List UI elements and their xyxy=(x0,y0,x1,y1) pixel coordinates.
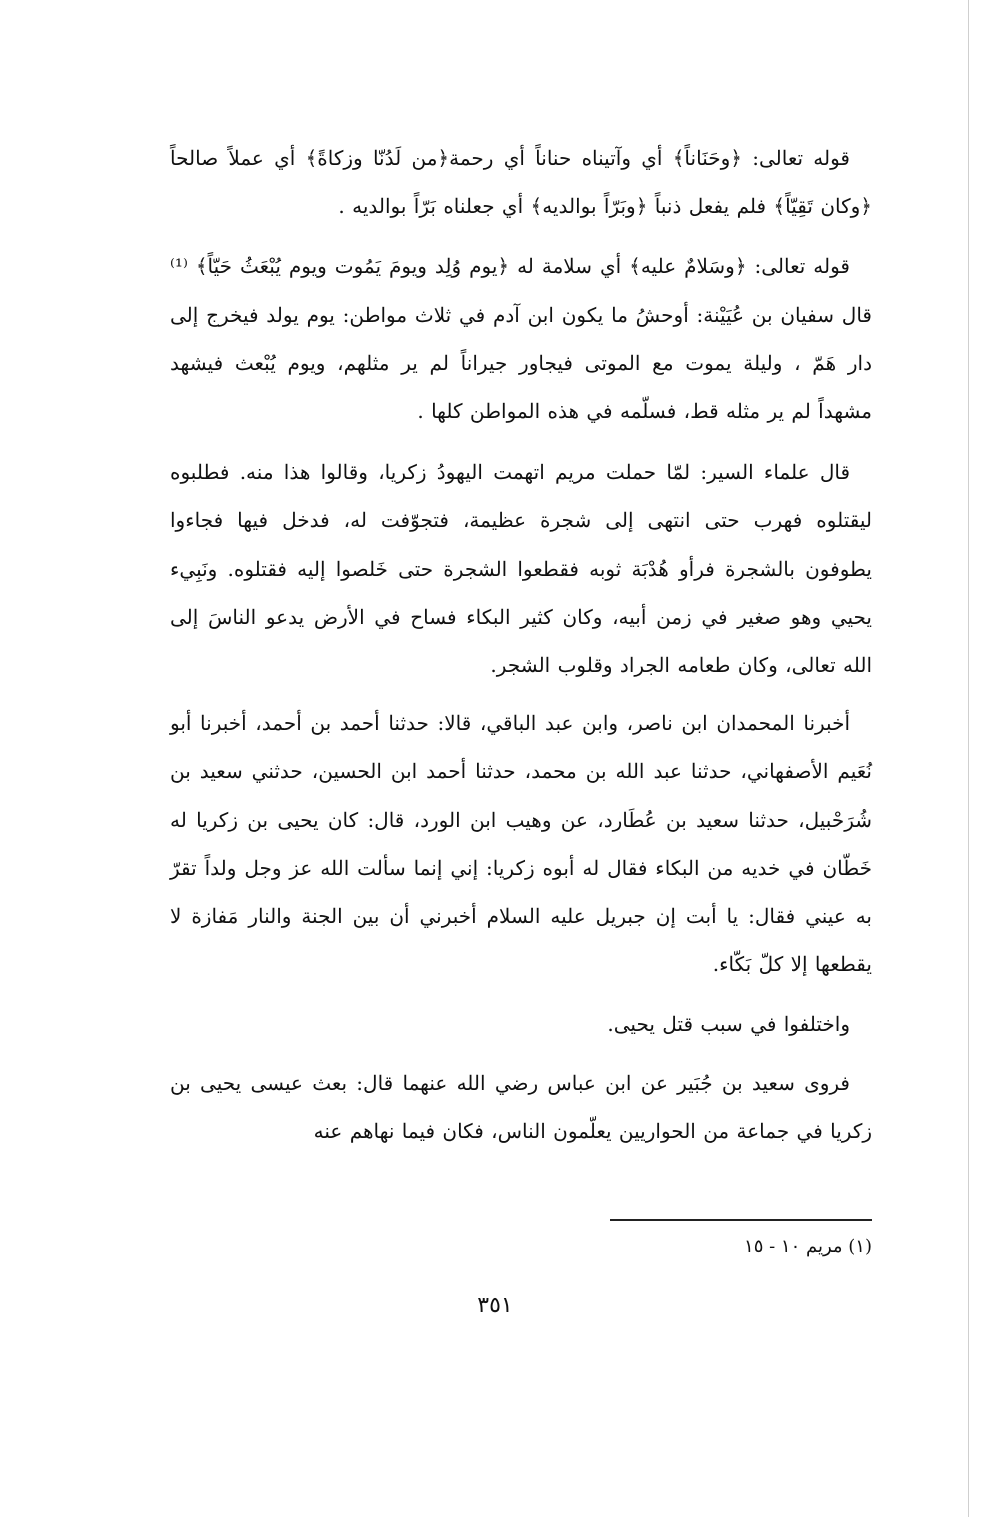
page-number: ٣٥١ xyxy=(477,1293,513,1318)
main-text xyxy=(170,134,872,1155)
paragraph-3: قال علماء السير: لمّا حملت مريم اتهمت اليهودُ زكريا، وقالوا هذا منه. فطلبوه ليقتلوه فهرب حتى انتهى إلى شجرة عظيمة، فتجوّفت له، فدخل فيها فجاءوا يطوفون بالشجرة فرأو هُدْبَة ثوبه فقطعوا الشجرة حتى خَلصوا إليه فقتلوه. ونَبِيء يحيي وهو صغير في زمن أبيه، وكان كثير البكاء فساح في الأرض يدعو الناسَ إلى الله تعالى، وكان طعامه الجراد وقلوب الشجر. xyxy=(170,460,872,678)
footnote-divider xyxy=(610,1219,872,1221)
paragraph-5: واختلفوا في سبب قتل يحيى. xyxy=(607,1012,850,1037)
paragraph-4: أخبرنا المحمدان ابن ناصر، وابن عبد الباقي، قالا: حدثنا أحمد بن أحمد، أخبرنا أبو نُعَيم الأصفهاني، حدثنا عبد الله بن محمد، حدثنا أحمد ابن الحسين، حدثني سعيد بن شُرَحْبيل، حدثنا سعيد بن عُطَارد، عن وهيب ابن الورد، قال: كان يحيى بن زكريا له خَطّان في خديه من البكاء فقال له أبوه زكريا: إني إنما سألت الله عز وجل ولداً تقرّ به عيني فقال: يا أبت إن جبريل عليه السلام أخبرني أن بين الجنة والنار مَفازة لا يقطعها إلا كلّ بَكّاء. xyxy=(170,711,872,977)
paragraph-2: قوله تعالى: ﴿وسَلامٌ عليه﴾ أي سلامة له ﴿يوم وُلِد ويومَ يَمُوت ويوم يُبْعَثُ حَيّاً﴾ ⁽¹⁾ قال سفيان بن عُيَيْنة: أوحشُ ما يكون ابن آدم في ثلاث مواطن: يوم يولد فيخرج إلى دار هَمّ ، وليلة يموت مع الموتى فيجاور جيراناً لم ير مثلهم، ويوم يُبْعث فيشهد مشهداً لم ير مثله قط، فسلّمه في هذه المواطن كلها . xyxy=(170,254,872,424)
page-spine-shadow xyxy=(968,0,969,1517)
paragraph-6: فروى سعيد بن جُبَير عن ابن عباس رضي الله عنهما قال: بعث عيسى يحيى بن زكريا في جماعة من الحواريين يعلّمون الناس، فكان فيما نهاهم عنه xyxy=(170,1070,872,1143)
paragraph-1: قوله تعالى: ﴿وحَنَاناً﴾ أي وآتيناه حناناً أي رحمة﴿من لَدُنّا وزكاةً﴾ أي عملاً صالحاً ﴿وكان تَقِيّاً﴾ فلم يفعل ذنباً ﴿وبَرّاً بوالديه﴾ أي جعلناه بَرّاً بوالديه . xyxy=(170,146,872,219)
footnote: (١) مريم ١٠ - ١٥ xyxy=(744,1236,872,1257)
